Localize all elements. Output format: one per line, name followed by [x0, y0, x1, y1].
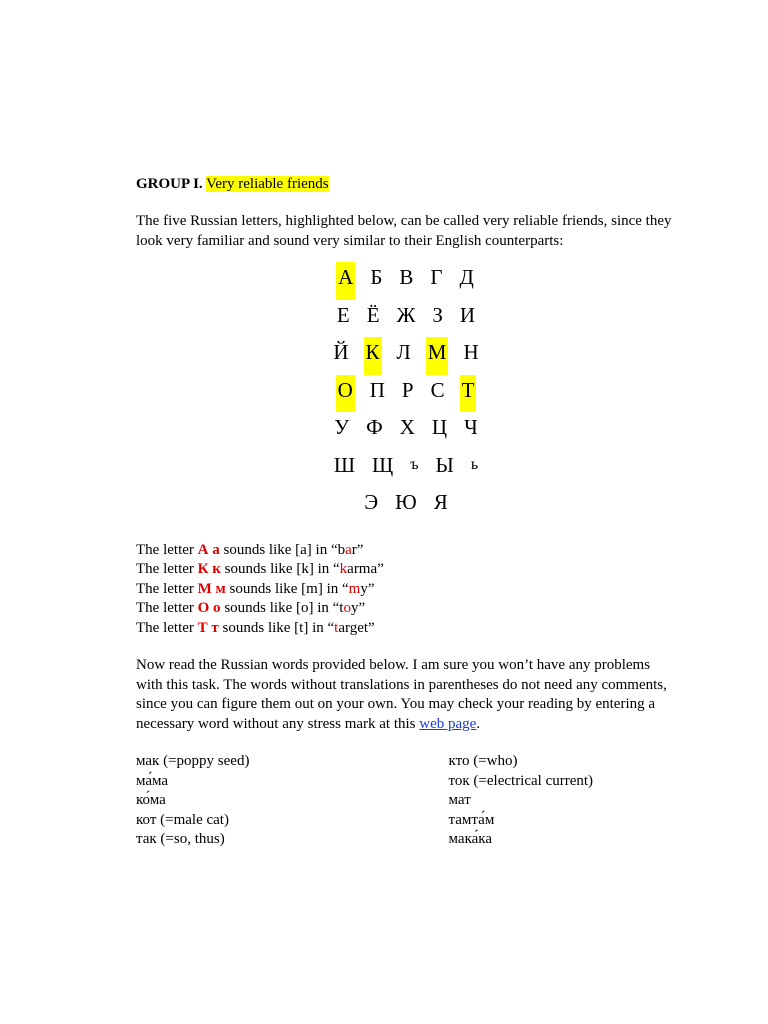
rule-w3: r”	[351, 541, 364, 558]
group-label: GROUP I.	[136, 176, 203, 192]
alphabet-letter: Ч	[464, 415, 478, 439]
alphabet-letter: Ж	[396, 302, 416, 327]
alphabet-row	[136, 450, 676, 488]
alphabet-letter: Б	[370, 265, 383, 289]
alphabet-letter: Г	[430, 265, 443, 289]
alphabet-letter: Р	[401, 377, 414, 402]
alphabet-letter: П	[369, 377, 385, 402]
rule-mid: sounds like [o] in “	[220, 600, 340, 616]
alphabet-letter: С	[430, 377, 445, 402]
rule-w2: k	[339, 561, 348, 577]
rule-prefix: The letter	[136, 561, 198, 577]
rule-w2: o	[343, 600, 351, 616]
word-item: мака́ка	[448, 831, 493, 847]
alphabet-row	[136, 262, 676, 300]
alphabet-letter: Щ	[372, 452, 394, 477]
word-item: ма́ма	[136, 772, 169, 789]
word-item: кот (=male cat)	[136, 811, 229, 828]
rule-letters: К к	[197, 561, 221, 577]
alphabet-letter: Ш	[333, 452, 356, 477]
rule-prefix: The letter	[136, 600, 198, 616]
rule-mid: sounds like [a] in “	[219, 541, 338, 558]
rule-w3: arget”	[338, 619, 375, 636]
letter-sound-rules	[136, 541, 676, 639]
rule-letters: Т т	[197, 619, 219, 636]
alphabet-row	[136, 337, 676, 375]
alphabet-letter: Ф	[366, 415, 383, 439]
rule-line	[136, 541, 676, 561]
alphabet-letter: В	[399, 265, 414, 289]
word-item: мат	[448, 792, 471, 808]
alphabet-row	[136, 487, 676, 525]
rule-w3: y”	[350, 600, 366, 616]
highlighted-letter: М	[426, 337, 449, 375]
rule-letters: О о	[197, 600, 221, 616]
group-title: Very reliable friends	[206, 176, 329, 192]
alphabet-letter: ъ	[410, 455, 419, 473]
alphabet-letter: Ы	[435, 452, 454, 477]
alphabet-letter: Н	[463, 340, 479, 364]
alphabet-letter: Э	[364, 490, 379, 514]
rule-line	[136, 580, 676, 600]
document-page	[136, 174, 676, 850]
alphabet-letter: Л	[396, 340, 411, 364]
alphabet-letter: Е	[336, 302, 350, 327]
word-item: кто (=who)	[448, 753, 518, 769]
alphabet-letter: Д	[459, 265, 474, 289]
alphabet-row	[136, 375, 676, 413]
web-page-link[interactable]: web page	[419, 715, 477, 732]
word-item: тамта́м	[448, 811, 495, 828]
alphabet-letter: Х	[399, 415, 415, 439]
alphabet-letter: З	[432, 302, 443, 327]
rule-w2: t	[334, 619, 339, 636]
alphabet-row	[136, 412, 676, 450]
rule-mid: sounds like [k] in “	[220, 561, 340, 577]
rule-w2: m	[348, 580, 361, 597]
alphabet-letter: ь	[470, 455, 479, 473]
rule-line	[136, 599, 676, 619]
rule-w1: t	[339, 600, 344, 616]
word-item: ко́ма	[136, 792, 166, 808]
rule-w1: b	[337, 541, 346, 558]
reading-text: Now read the Russian words provided below. I am sure you won’t have any problems with this task. The words without translations in parentheses do not need any comments, since you can figure them out on your own. You may check your reading by entering a necessary word without any stress mark at this	[136, 657, 667, 732]
word-item: мак (=poppy seed)	[136, 753, 250, 769]
alphabet-letter: Ё	[366, 302, 380, 327]
intro-paragraph: The five Russian letters, highlighted below, can be called very reliable friends, since they look very familiar and sound very similar to their English counterparts:	[136, 213, 672, 249]
rule-w3: arma”	[347, 561, 384, 577]
rule-line	[136, 560, 676, 580]
alphabet-row	[136, 300, 676, 338]
alphabet-letter: Ц	[431, 415, 448, 439]
alphabet-letter: Й	[333, 340, 349, 364]
rule-mid: sounds like [t] in “	[218, 619, 335, 636]
rule-mid: sounds like [m] in “	[225, 580, 349, 597]
alphabet-letter: Ю	[395, 490, 417, 514]
rule-prefix: The letter	[136, 580, 198, 597]
rule-letters: М м	[197, 580, 226, 597]
highlighted-letter: Т	[460, 375, 477, 413]
alphabet-letter: Я	[433, 490, 448, 514]
word-list-right	[449, 752, 676, 850]
russian-alphabet	[136, 262, 676, 525]
rule-line	[136, 619, 676, 639]
rule-letters: А а	[197, 541, 220, 558]
word-lists	[136, 752, 676, 850]
word-item: так (=so, thus)	[136, 831, 225, 847]
rule-prefix: The letter	[136, 541, 198, 558]
rule-prefix: The letter	[136, 619, 198, 636]
highlighted-letter: К	[364, 337, 382, 375]
highlighted-letter: А	[336, 262, 355, 300]
section-heading	[136, 174, 676, 194]
word-item: ток (=electrical current)	[448, 772, 594, 789]
alphabet-letter: И	[459, 302, 476, 327]
rule-w2: a	[345, 541, 352, 558]
highlighted-letter: О	[336, 375, 355, 413]
rule-w3: y”	[360, 580, 375, 597]
alphabet-letter: У	[334, 415, 350, 439]
reading-paragraph	[136, 656, 676, 734]
word-list-left	[136, 752, 449, 850]
reading-end: .	[476, 715, 481, 732]
